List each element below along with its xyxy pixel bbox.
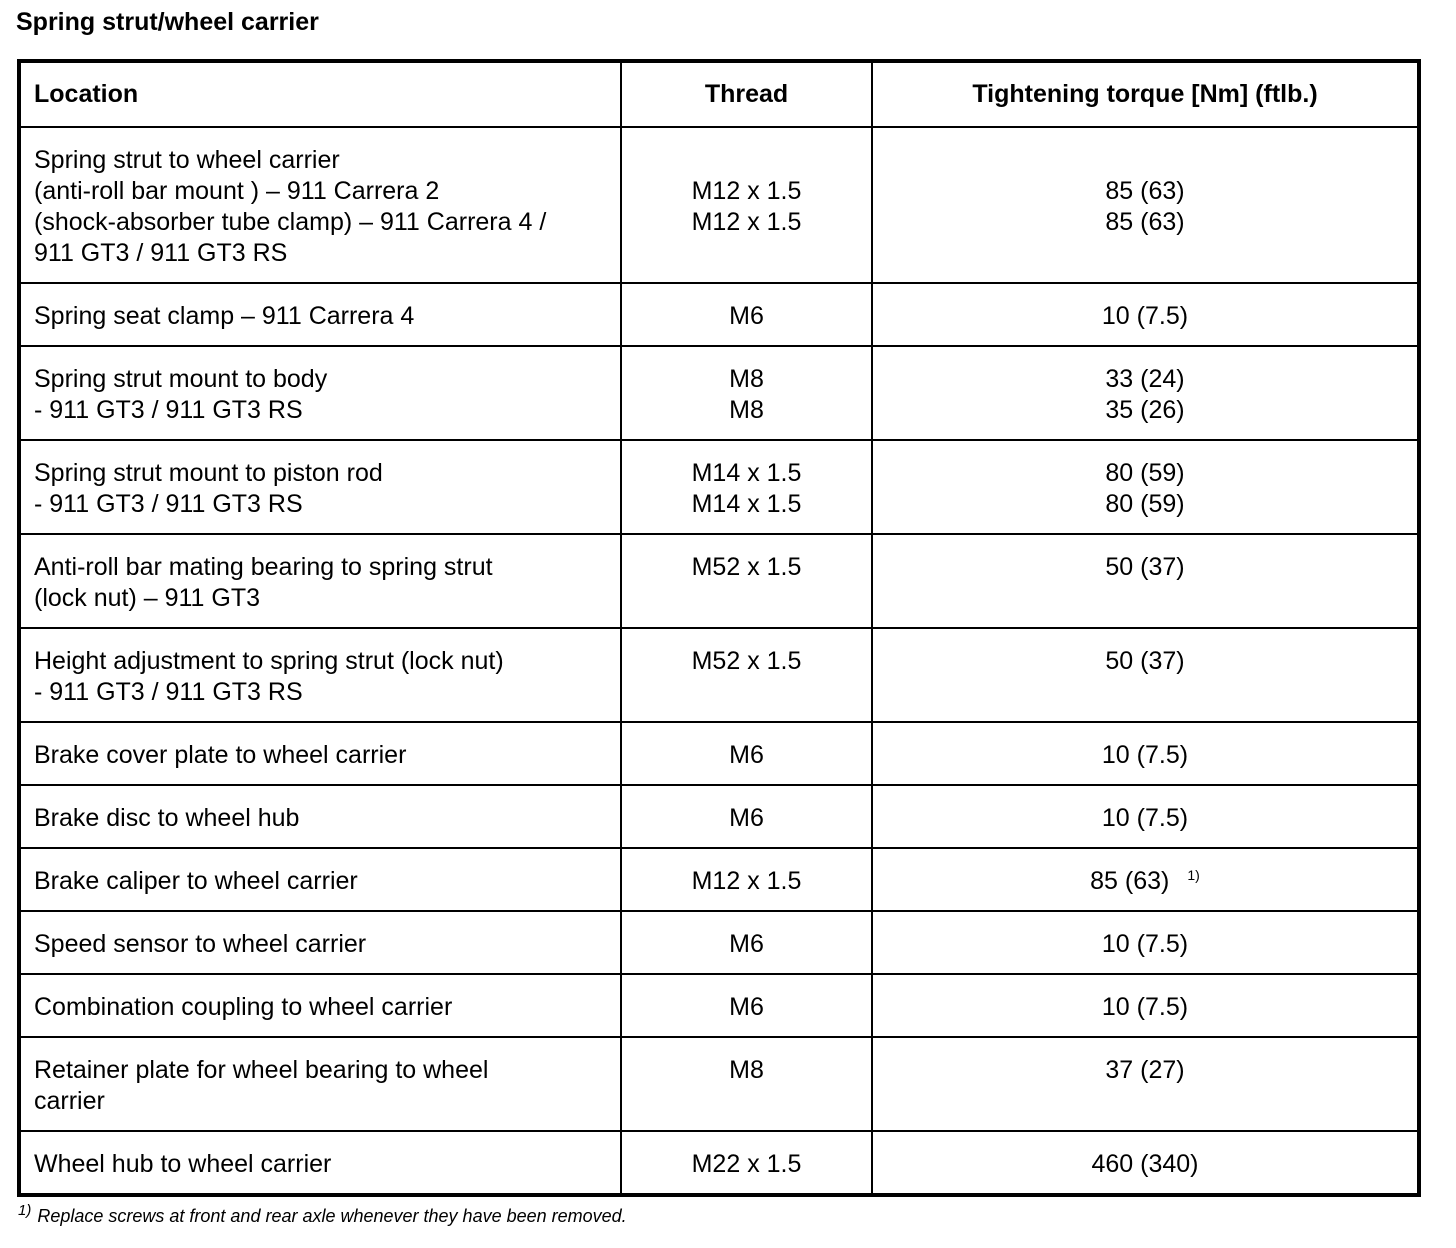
table-row [19, 1131, 1419, 1195]
torque-value [873, 395, 1417, 426]
location-cell [19, 1037, 621, 1131]
thread-value: M14 x 1.5 [691, 459, 802, 487]
thread-value: M6 [729, 993, 764, 1021]
thread-cell [621, 534, 872, 628]
location-line: Anti-roll bar mating bearing to spring strut [34, 553, 493, 581]
location-line: - 911 GT3 / 911 GT3 RS [34, 396, 303, 424]
thread-value: M6 [729, 302, 764, 330]
torque-text: 85 (63) [1105, 208, 1185, 236]
torque-cell [872, 628, 1419, 722]
torque-value [873, 803, 1417, 834]
thread-value: M14 x 1.5 [691, 490, 802, 518]
location-cell [19, 722, 621, 785]
column-header-thread: Thread [621, 61, 872, 127]
column-header-torque: Tightening torque [Nm] (ftlb.) [872, 61, 1419, 127]
torque-text: 35 (26) [1105, 396, 1185, 424]
location-line: Retainer plate for wheel bearing to wheel [34, 1056, 489, 1084]
torque-text: 33 (24) [1105, 365, 1185, 393]
thread-cell [621, 848, 872, 911]
table-row [19, 1037, 1419, 1131]
location-cell [19, 127, 621, 283]
location-cell [19, 911, 621, 974]
thread-cell [621, 1037, 872, 1131]
footnote [18, 1202, 627, 1227]
table-row [19, 911, 1419, 974]
thread-value: M6 [729, 930, 764, 958]
torque-value [873, 646, 1417, 677]
thread-cell [621, 1131, 872, 1195]
table-row [19, 785, 1419, 848]
table-row [19, 346, 1419, 440]
torque-text: 85 (63) [1090, 867, 1170, 895]
location-cell [19, 346, 621, 440]
torque-cell [872, 534, 1419, 628]
footnote-text: Replace screws at front and rear axle whenever they have been removed. [37, 1206, 627, 1226]
thread-value: M52 x 1.5 [691, 553, 802, 581]
location-line: (lock nut) – 911 GT3 [34, 584, 261, 612]
location-line: Combination coupling to wheel carrier [34, 993, 453, 1021]
torque-value [873, 740, 1417, 771]
location-line: Spring seat clamp – 911 Carrera 4 [34, 302, 415, 330]
table-row [19, 283, 1419, 346]
torque-value [873, 866, 1417, 900]
torque-text: 80 (59) [1105, 459, 1185, 487]
thread-cell [621, 628, 872, 722]
torque-value [873, 207, 1417, 238]
location-line: Brake disc to wheel hub [34, 804, 300, 832]
thread-cell [621, 440, 872, 534]
location-cell [19, 785, 621, 848]
thread-value: M8 [729, 1056, 764, 1084]
thread-value: M22 x 1.5 [691, 1150, 802, 1178]
location-line: (anti-roll bar mount ) – 911 Carrera 2 [34, 177, 440, 205]
torque-value [873, 458, 1417, 489]
location-line: Speed sensor to wheel carrier [34, 930, 367, 958]
section-title: Spring strut/wheel carrier [16, 8, 319, 36]
location-cell [19, 1131, 621, 1195]
torque-cell [872, 785, 1419, 848]
torque-text: 460 (340) [1091, 1150, 1199, 1178]
thread-value: M12 x 1.5 [691, 177, 802, 205]
torque-value [873, 1055, 1417, 1086]
torque-value [873, 1149, 1417, 1180]
location-line: Brake caliper to wheel carrier [34, 867, 358, 895]
footnote-reference: 1) [1187, 867, 1200, 883]
thread-value: M8 [729, 365, 764, 393]
thread-cell [621, 974, 872, 1037]
location-line: Spring strut mount to body [34, 365, 328, 393]
torque-cell [872, 346, 1419, 440]
thread-cell [621, 722, 872, 785]
location-cell [19, 628, 621, 722]
footnote-mark: 1) [18, 1202, 32, 1219]
torque-cell [872, 974, 1419, 1037]
location-cell [19, 534, 621, 628]
thread-cell [621, 127, 872, 283]
thread-value: M12 x 1.5 [691, 208, 802, 236]
torque-text: 37 (27) [1105, 1056, 1185, 1084]
thread-value: M6 [729, 804, 764, 832]
torque-text: 50 (37) [1105, 647, 1185, 675]
torque-text: 10 (7.5) [1101, 804, 1189, 832]
location-line: Wheel hub to wheel carrier [34, 1150, 332, 1178]
torque-value [873, 929, 1417, 960]
table-row [19, 974, 1419, 1037]
thread-value: M6 [729, 741, 764, 769]
column-header-location: Location [19, 61, 621, 127]
location-line: Brake cover plate to wheel carrier [34, 741, 407, 769]
location-line: - 911 GT3 / 911 GT3 RS [34, 678, 303, 706]
torque-text: 50 (37) [1105, 553, 1185, 581]
thread-cell [621, 785, 872, 848]
location-cell [19, 974, 621, 1037]
torque-value [873, 552, 1417, 583]
thread-cell [621, 283, 872, 346]
torque-text: 80 (59) [1105, 490, 1185, 518]
thread-value: M8 [729, 396, 764, 424]
location-cell [19, 848, 621, 911]
location-line: carrier [34, 1087, 105, 1115]
torque-text: 10 (7.5) [1101, 993, 1189, 1021]
table-row [19, 848, 1419, 911]
table-body [19, 127, 1419, 1195]
location-line: Spring strut to wheel carrier [34, 146, 340, 174]
torque-value [873, 364, 1417, 395]
torque-text: 10 (7.5) [1101, 302, 1189, 330]
torque-cell [872, 283, 1419, 346]
table-header-row [19, 61, 1419, 127]
location-line: Spring strut mount to piston rod [34, 459, 383, 487]
torque-cell [872, 1037, 1419, 1131]
torque-spec-table [17, 59, 1421, 1197]
torque-cell [872, 722, 1419, 785]
torque-value [873, 301, 1417, 332]
table-row [19, 127, 1419, 283]
torque-value [873, 489, 1417, 520]
torque-value [873, 176, 1417, 207]
torque-cell [872, 1131, 1419, 1195]
thread-cell [621, 346, 872, 440]
thread-cell [621, 911, 872, 974]
torque-cell [872, 127, 1419, 283]
table-row [19, 722, 1419, 785]
torque-text: 10 (7.5) [1101, 741, 1189, 769]
location-line: 911 GT3 / 911 GT3 RS [34, 239, 288, 267]
location-line: (shock-absorber tube clamp) – 911 Carrera 4 / [34, 208, 547, 236]
torque-cell [872, 848, 1419, 911]
torque-cell [872, 911, 1419, 974]
location-line: - 911 GT3 / 911 GT3 RS [34, 490, 303, 518]
location-cell [19, 440, 621, 534]
table-row [19, 534, 1419, 628]
table-row [19, 628, 1419, 722]
location-line: Height adjustment to spring strut (lock nut) [34, 647, 504, 675]
table-row [19, 440, 1419, 534]
torque-text: 10 (7.5) [1101, 930, 1189, 958]
location-cell [19, 283, 621, 346]
thread-value: M12 x 1.5 [691, 867, 802, 895]
thread-value: M52 x 1.5 [691, 647, 802, 675]
torque-value [873, 992, 1417, 1023]
torque-cell [872, 440, 1419, 534]
torque-text: 85 (63) [1105, 177, 1185, 205]
